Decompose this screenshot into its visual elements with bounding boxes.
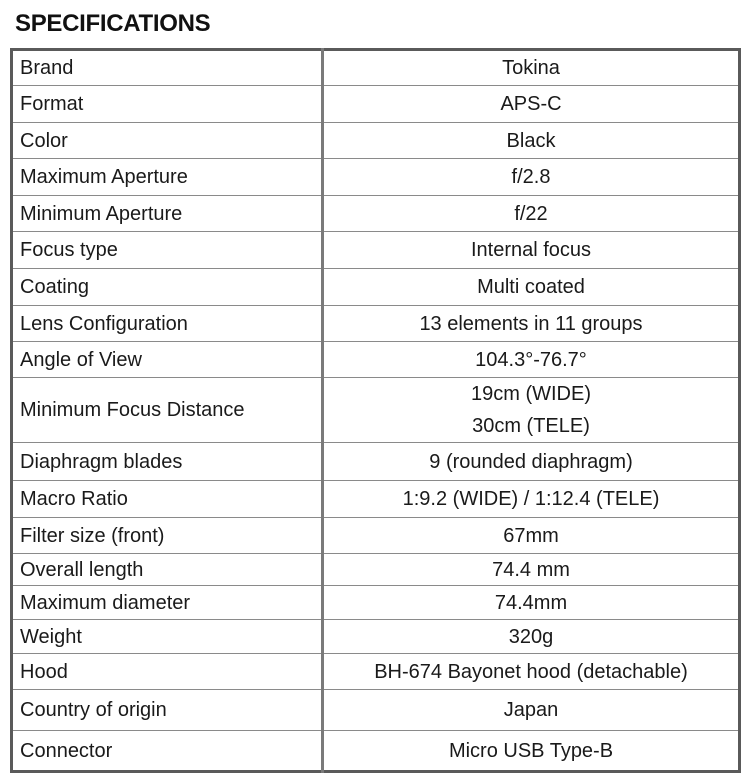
spec-label: Angle of View [12,342,323,378]
spec-value: 74.4 mm [323,554,740,586]
spec-value-line: 19cm (WIDE) [471,383,591,405]
spec-value: BH-674 Bayonet hood (detachable) [323,654,740,690]
spec-label: Minimum Focus Distance [12,378,323,443]
spec-value [323,378,740,443]
spec-label: Maximum Aperture [12,159,323,196]
spec-label: Macro Ratio [12,481,323,518]
spec-table-body [12,50,740,772]
spec-value-line: 30cm (TELE) [472,415,590,437]
spec-label: Weight [12,620,323,654]
spec-row [12,269,740,306]
spec-value: Multi coated [323,269,740,306]
spec-value: APS-C [323,86,740,123]
spec-value: 104.3°-76.7° [323,342,740,378]
spec-value: Black [323,123,740,159]
spec-value: Japan [323,690,740,731]
spec-label: Connector [12,731,323,772]
spec-value: 13 elements in 11 groups [323,306,740,342]
spec-row [12,159,740,196]
spec-row [12,86,740,123]
spec-row [12,731,740,772]
spec-label: Coating [12,269,323,306]
spec-row [12,586,740,620]
spec-label: Brand [12,50,323,86]
spec-row [12,306,740,342]
spec-label: Minimum Aperture [12,196,323,232]
spec-row [12,342,740,378]
spec-label: Format [12,86,323,123]
spec-label: Diaphragm blades [12,443,323,481]
spec-row [12,554,740,586]
spec-row [12,481,740,518]
spec-value: 74.4mm [323,586,740,620]
spec-row [12,123,740,159]
spec-row [12,518,740,554]
spec-value: 67mm [323,518,740,554]
spec-label: Hood [12,654,323,690]
spec-value: Internal focus [323,232,740,269]
spec-value: 9 (rounded diaphragm) [323,443,740,481]
spec-row [12,443,740,481]
spec-value: 1:9.2 (WIDE) / 1:12.4 (TELE) [323,481,740,518]
spec-value: f/2.8 [323,159,740,196]
spec-label: Country of origin [12,690,323,731]
spec-row [12,690,740,731]
specifications-table [10,48,741,773]
spec-row [12,50,740,86]
spec-label: Focus type [12,232,323,269]
spec-row [12,620,740,654]
spec-row [12,232,740,269]
spec-value: 320g [323,620,740,654]
spec-value: f/22 [323,196,740,232]
spec-value: Tokina [323,50,740,86]
spec-label: Filter size (front) [12,518,323,554]
spec-row [12,378,740,443]
spec-label: Color [12,123,323,159]
spec-label: Overall length [12,554,323,586]
spec-row [12,654,740,690]
spec-label: Maximum diameter [12,586,323,620]
spec-value: Micro USB Type-B [323,731,740,772]
page-title: SPECIFICATIONS [15,10,211,37]
spec-label: Lens Configuration [12,306,323,342]
spec-row [12,196,740,232]
